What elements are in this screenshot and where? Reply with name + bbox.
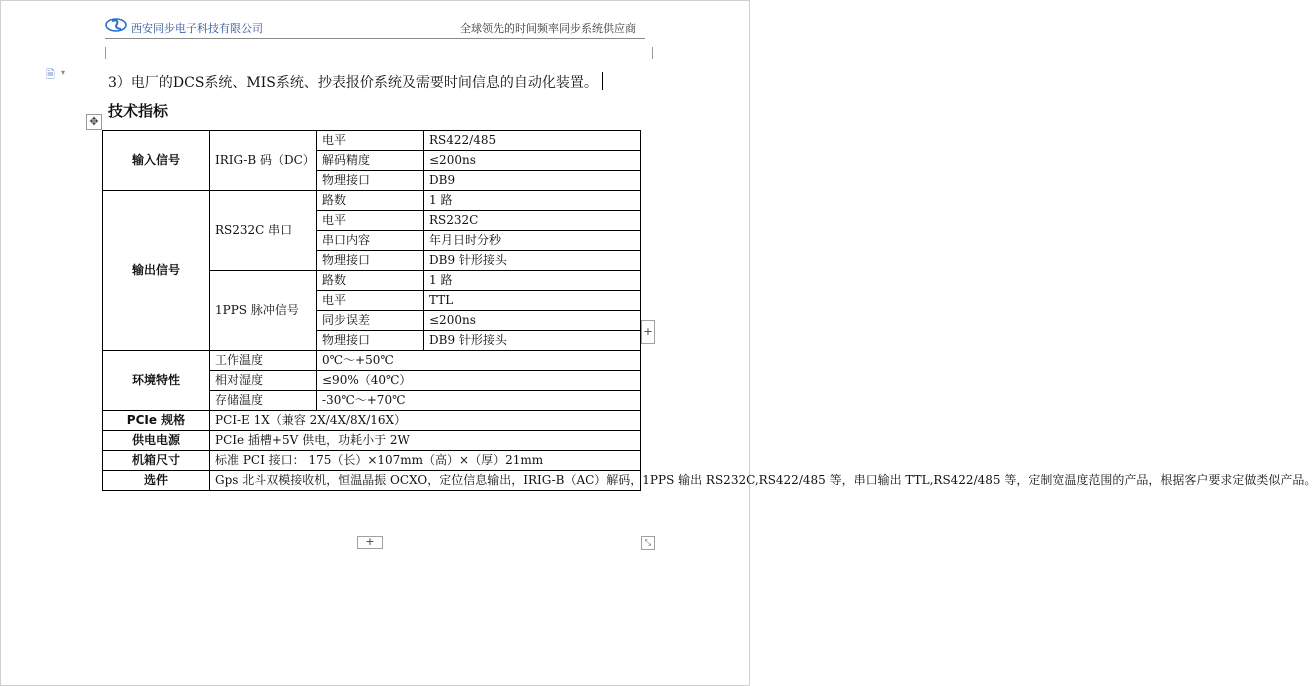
spec-table bbox=[102, 130, 1316, 491]
table-row bbox=[103, 131, 641, 151]
header-divider bbox=[105, 38, 645, 39]
param-key: 串口内容 bbox=[317, 231, 424, 251]
param-value: 标准 PCI 接口： 175（长）×107mm（高）×（厚）21mm bbox=[210, 451, 641, 471]
category-cell-chassis: 机箱尺寸 bbox=[103, 451, 210, 471]
category-cell-input: 输入信号 bbox=[103, 131, 210, 191]
table-row bbox=[103, 471, 641, 491]
param-key: 工作温度 bbox=[210, 351, 317, 371]
param-value: Gps 北斗双模接收机，恒温晶振 OCXO，定位信息输出，IRIG-B（AC）解码，1PPS 输出 RS232C,RS422/485 等，串口输出 TTL,RS422/485 等，定制宽温度范围的产品，根据客户要求定做类似产品。 bbox=[210, 471, 641, 491]
param-value: PCIe 插槽+5V 供电，功耗小于 2W bbox=[210, 431, 641, 451]
table-row bbox=[103, 351, 641, 371]
param-key: 物理接口 bbox=[317, 251, 424, 271]
table-move-icon[interactable]: ✥ bbox=[86, 114, 102, 130]
table-row bbox=[103, 451, 641, 471]
company-logo-icon bbox=[105, 16, 129, 34]
param-value: DB9 针形接头 bbox=[424, 331, 641, 351]
table-resize-icon[interactable]: ⤡ bbox=[641, 536, 655, 550]
company-slogan: 全球领先的时间频率同步系统供应商 bbox=[460, 22, 636, 35]
param-value: -30℃～+70℃ bbox=[317, 391, 641, 411]
company-name: 西安同步电子科技有限公司 bbox=[131, 22, 263, 35]
param-key: 同步误差 bbox=[317, 311, 424, 331]
sub-cell-irig: IRIG-B 码（DC） bbox=[210, 131, 317, 191]
param-key: 存储温度 bbox=[210, 391, 317, 411]
param-key: 物理接口 bbox=[317, 331, 424, 351]
param-key: 电平 bbox=[317, 211, 424, 231]
param-value: 1 路 bbox=[424, 271, 641, 291]
param-key: 解码精度 bbox=[317, 151, 424, 171]
category-cell-pcie: PCIe 规格 bbox=[103, 411, 210, 431]
param-value: 0℃～+50℃ bbox=[317, 351, 641, 371]
body-paragraph[interactable] bbox=[108, 72, 603, 92]
param-value: 1 路 bbox=[424, 191, 641, 211]
category-cell-output: 输出信号 bbox=[103, 191, 210, 351]
text-cursor bbox=[602, 72, 603, 90]
param-key: 电平 bbox=[317, 291, 424, 311]
param-key: 路数 bbox=[317, 271, 424, 291]
param-key: 相对湿度 bbox=[210, 371, 317, 391]
add-row-icon[interactable]: + bbox=[357, 536, 383, 549]
param-value: ≤90%（40℃） bbox=[317, 371, 641, 391]
param-value: ≤200ns bbox=[424, 311, 641, 331]
param-value: TTL bbox=[424, 291, 641, 311]
margin-corner-mark-left bbox=[95, 47, 106, 59]
param-key: 路数 bbox=[317, 191, 424, 211]
add-column-icon[interactable]: + bbox=[641, 320, 655, 344]
param-value: RS232C bbox=[424, 211, 641, 231]
param-value: PCI-E 1X（兼容 2X/4X/8X/16X） bbox=[210, 411, 641, 431]
param-value: DB9 针形接头 bbox=[424, 251, 641, 271]
sub-cell-rs232: RS232C 串口 bbox=[210, 191, 317, 271]
category-cell-power: 供电电源 bbox=[103, 431, 210, 451]
document-icon[interactable]: 🗎 bbox=[46, 68, 55, 81]
param-value: ≤200ns bbox=[424, 151, 641, 171]
table-row bbox=[103, 411, 641, 431]
sub-cell-1pps: 1PPS 脉冲信号 bbox=[210, 271, 317, 351]
chevron-down-icon[interactable]: ▾ bbox=[61, 68, 66, 77]
param-value: DB9 bbox=[424, 171, 641, 191]
page-header bbox=[105, 14, 640, 40]
table-row bbox=[103, 431, 641, 451]
paragraph-text: 3）电厂的DCS系统、MIS系统、抄表报价系统及需要时间信息的自动化装置。 bbox=[108, 75, 598, 91]
param-value: RS422/485 bbox=[424, 131, 641, 151]
param-value: 年月日时分秒 bbox=[424, 231, 641, 251]
category-cell-options: 选件 bbox=[103, 471, 210, 491]
section-title: 技术指标 bbox=[108, 102, 169, 120]
table-row bbox=[103, 191, 641, 211]
param-key: 物理接口 bbox=[317, 171, 424, 191]
category-cell-environment: 环境特性 bbox=[103, 351, 210, 411]
param-key: 电平 bbox=[317, 131, 424, 151]
margin-corner-mark-right bbox=[652, 47, 663, 59]
